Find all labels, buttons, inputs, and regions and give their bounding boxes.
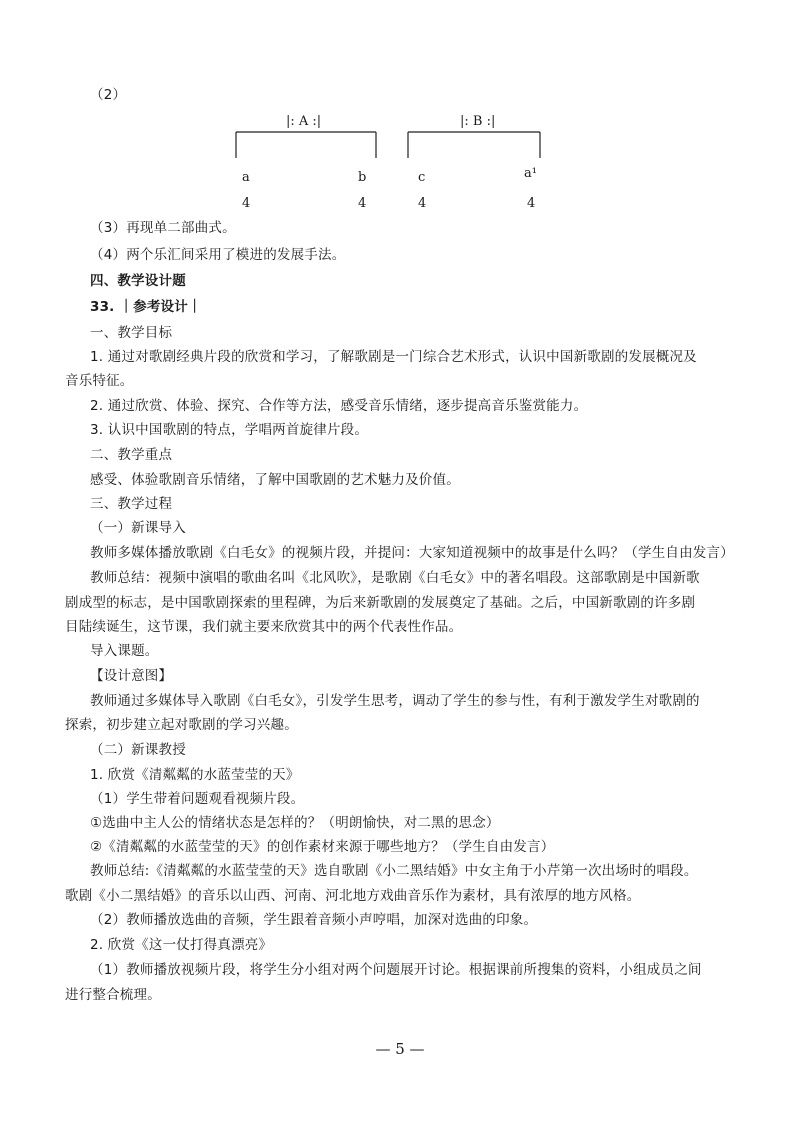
teach-heading: （二）新课教授 bbox=[90, 742, 186, 758]
appreciation-1-step-2: （2）教师播放选曲的音频，学生跟着音频小声哼唱，加深对选曲的印象。 bbox=[90, 912, 538, 928]
section-b-label: |: B :| bbox=[460, 114, 496, 129]
bracket-lines bbox=[230, 108, 560, 218]
answer-4: （4）两个乐汇间采用了模进的发展手法。 bbox=[90, 247, 346, 263]
summary-line-2: 歌剧《小二黑结婚》的音乐以山西、河南、河北地方戏曲音乐作为素材，具有浓厚的地方风格。 bbox=[65, 888, 641, 904]
appreciation-1-question-2: ②《清粼粼的水蓝莹莹的天》的创作素材来源于哪些地方？（学生自由发言） bbox=[90, 839, 555, 855]
appreciation-1-question-1: ①选曲中主人公的情绪状态是怎样的？（明朗愉快，对二黑的思念） bbox=[90, 815, 500, 831]
section-4-title: 四、教学设计题 bbox=[90, 273, 186, 289]
goals-heading: 一、教学目标 bbox=[90, 325, 173, 341]
form-structure-diagram bbox=[230, 108, 560, 218]
phrase-c: c bbox=[418, 170, 426, 185]
intro-heading: （一）新课导入 bbox=[90, 520, 186, 536]
goal-2: 2. 通过欣赏、体验、探究、合作等方法，感受音乐情绪，逐步提高音乐鉴赏能力。 bbox=[90, 398, 588, 414]
appreciation-2-step-1-line-2: 进行整合梳理。 bbox=[65, 987, 161, 1003]
q2-label: （2） bbox=[90, 87, 127, 103]
appreciation-2-step-1-line-1: （1）教师播放视频片段，将学生分小组对两个问题展开讨论。根据课前所搜集的资料，小组成员之间 bbox=[90, 962, 702, 978]
focus-text: 感受、体验歌剧音乐情绪，了解中国歌剧的艺术魅力及价值。 bbox=[90, 472, 460, 488]
intent-line-1: 教师通过多媒体导入歌剧《白毛女》，引发学生思考，调动了学生的参与性，有利于激发学生对歌剧的 bbox=[90, 693, 700, 709]
summary-line-1: 教师总结:《清粼粼的水蓝莹莹的天》选自歌剧《小二黑结婚》中女主角于小芹第一次出场时的唱段。 bbox=[90, 863, 698, 879]
intro-paragraph-3: 导入课题。 bbox=[90, 643, 159, 659]
goal-1-line-1: 1. 通过对歌剧经典片段的欣赏和学习，了解歌剧是一门综合艺术形式，认识中国新歌剧的发展概况及 bbox=[90, 349, 697, 365]
intro-paragraph-2-line-1: 教师总结：视频中演唱的歌曲名叫《北风吹》，是歌剧《白毛女》中的著名唱段。这部歌剧是中国新歌 bbox=[90, 570, 700, 586]
intro-paragraph-1: 教师多媒体播放歌剧《白毛女》的视频片段，并提问：大家知道视频中的故事是什么吗？（学生自由发言） bbox=[90, 545, 734, 561]
goal-1-line-2: 音乐特征。 bbox=[65, 373, 134, 389]
bar-count-a1: 4 bbox=[527, 196, 536, 211]
bar-count-b: 4 bbox=[358, 196, 367, 211]
answer-3: （3）再现单二部曲式。 bbox=[90, 220, 236, 236]
phrase-a1: a¹ bbox=[524, 166, 537, 181]
process-heading: 三、教学过程 bbox=[90, 496, 173, 512]
appreciation-1-title: 1. 欣赏《清粼粼的水蓝莹莹的天》 bbox=[90, 767, 300, 783]
appreciation-2-title: 2. 欣赏《这一仗打得真漂亮》 bbox=[90, 937, 273, 953]
intent-line-2: 探索，初步建立起对歌剧的学习兴趣。 bbox=[65, 717, 298, 733]
phrase-a: a bbox=[242, 170, 250, 185]
bar-count-c: 4 bbox=[418, 196, 427, 211]
appreciation-1-step-1: （1）学生带着问题观看视频片段。 bbox=[90, 791, 305, 807]
intro-paragraph-2-line-3: 目陆续诞生，这节课，我们就主要来欣赏其中的两个代表性作品。 bbox=[65, 619, 463, 635]
phrase-b: b bbox=[358, 170, 367, 185]
section-a-label: |: A :| bbox=[286, 114, 322, 129]
focus-heading: 二、教学重点 bbox=[90, 447, 173, 463]
goal-3: 3. 认识中国歌剧的特点，学唱两首旋律片段。 bbox=[90, 422, 369, 438]
question-33: 33. ｜参考设计｜ bbox=[90, 299, 202, 315]
intro-paragraph-2-line-2: 剧成型的标志，是中国歌剧探索的里程碑，为后来新歌剧的发展奠定了基础。之后，中国新歌剧的许多剧 bbox=[65, 595, 696, 611]
page-number: — 5 — bbox=[375, 1040, 425, 1058]
design-intent-heading: 【设计意图】 bbox=[90, 668, 173, 684]
bar-count-a: 4 bbox=[242, 196, 251, 211]
